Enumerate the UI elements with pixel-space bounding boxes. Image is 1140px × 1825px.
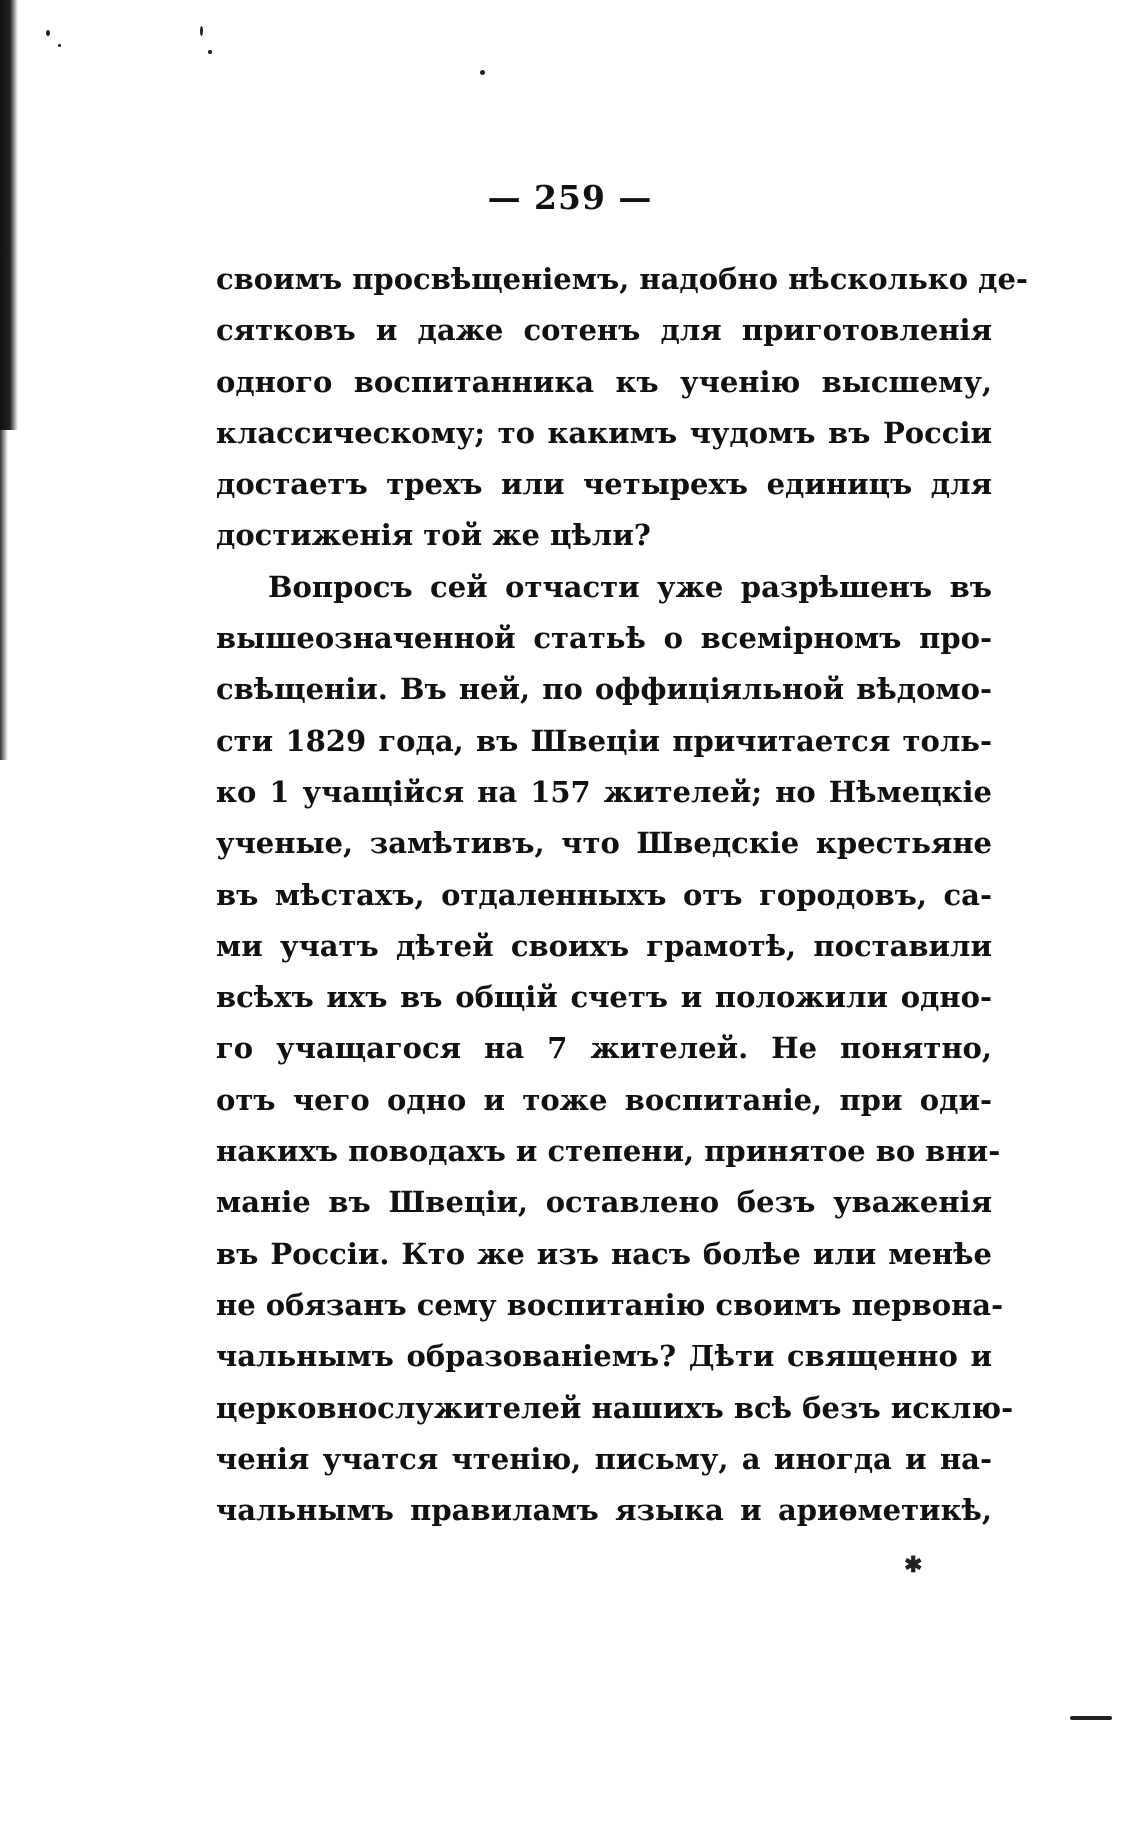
text-line: всѣхъ ихъ въ общій счетъ и положили одно- (216, 980, 992, 1015)
text-line: го учащагося на 7 жителей. Не понятно, (216, 1031, 992, 1066)
text-line: достиженія той же цѣли? (216, 518, 651, 553)
text-line: въ мѣстахъ, отдаленныхъ отъ городовъ, са- (216, 877, 992, 912)
text-line: свѣщеніи. Въ ней, по оффиціяльной вѣдомо- (216, 672, 992, 707)
text-line: сти 1829 года, въ Швеціи причитается толь- (216, 723, 992, 758)
text-line: накихъ поводахъ и степени, принятое во вни- (216, 1134, 1001, 1169)
text-line: вышеозначенной статьѣ о всемірномъ про- (216, 621, 992, 656)
text-line: чальнымъ правиламъ языка и ариѳметикѣ, (216, 1493, 992, 1528)
text-line: ченія учатся чтенію, письму, а иногда и на- (216, 1441, 992, 1476)
text-line: ми учатъ дѣтей своихъ грамотѣ, поставили (216, 928, 992, 963)
text-line: достаетъ трехъ или четырехъ единицъ для (216, 467, 992, 502)
text-line: сятковъ и даже сотенъ для приготовленія (216, 313, 992, 348)
text-line: ко 1 учащійся на 157 жителей; но Нѣмецкіе (216, 774, 992, 809)
text-line: ученые, замѣтивъ, что Шведскіе крестьяне (216, 826, 992, 861)
paragraph-first-line: Вопросъ сей отчасти уже разрѣшенъ въ (268, 569, 992, 604)
page-number: — 259 — (487, 178, 653, 217)
text-line: въ Россіи. Кто же изъ насъ болѣе или менѣе (216, 1236, 992, 1271)
text-line: не обязанъ сему воспитанію своимъ первона- (216, 1287, 1004, 1322)
scan-edge-shadow-lower (0, 430, 8, 760)
text-line: отъ чего одно и тоже воспитаніе, при оди- (216, 1082, 992, 1117)
body-text (216, 254, 1028, 1536)
scan-specks (40, 10, 240, 90)
text-line: своимъ просвѣщеніемъ, надобно нѣсколько де- (216, 262, 1028, 296)
scan-smudge (1070, 1716, 1112, 1720)
text-line: маніе въ Швеціи, оставлено безъ уваженія (216, 1185, 992, 1220)
ink-mark: ✱ (904, 1552, 923, 1578)
text-line: церковнослужителей нашихъ всѣ безъ исклю- (216, 1390, 1014, 1425)
text-line: классическому; то какимъ чудомъ въ Россіи (216, 415, 992, 450)
text-line: чальнымъ образованіемъ? Дѣти священно и (216, 1339, 992, 1374)
text-line: одного воспитанника къ ученію высшему, (216, 364, 992, 399)
